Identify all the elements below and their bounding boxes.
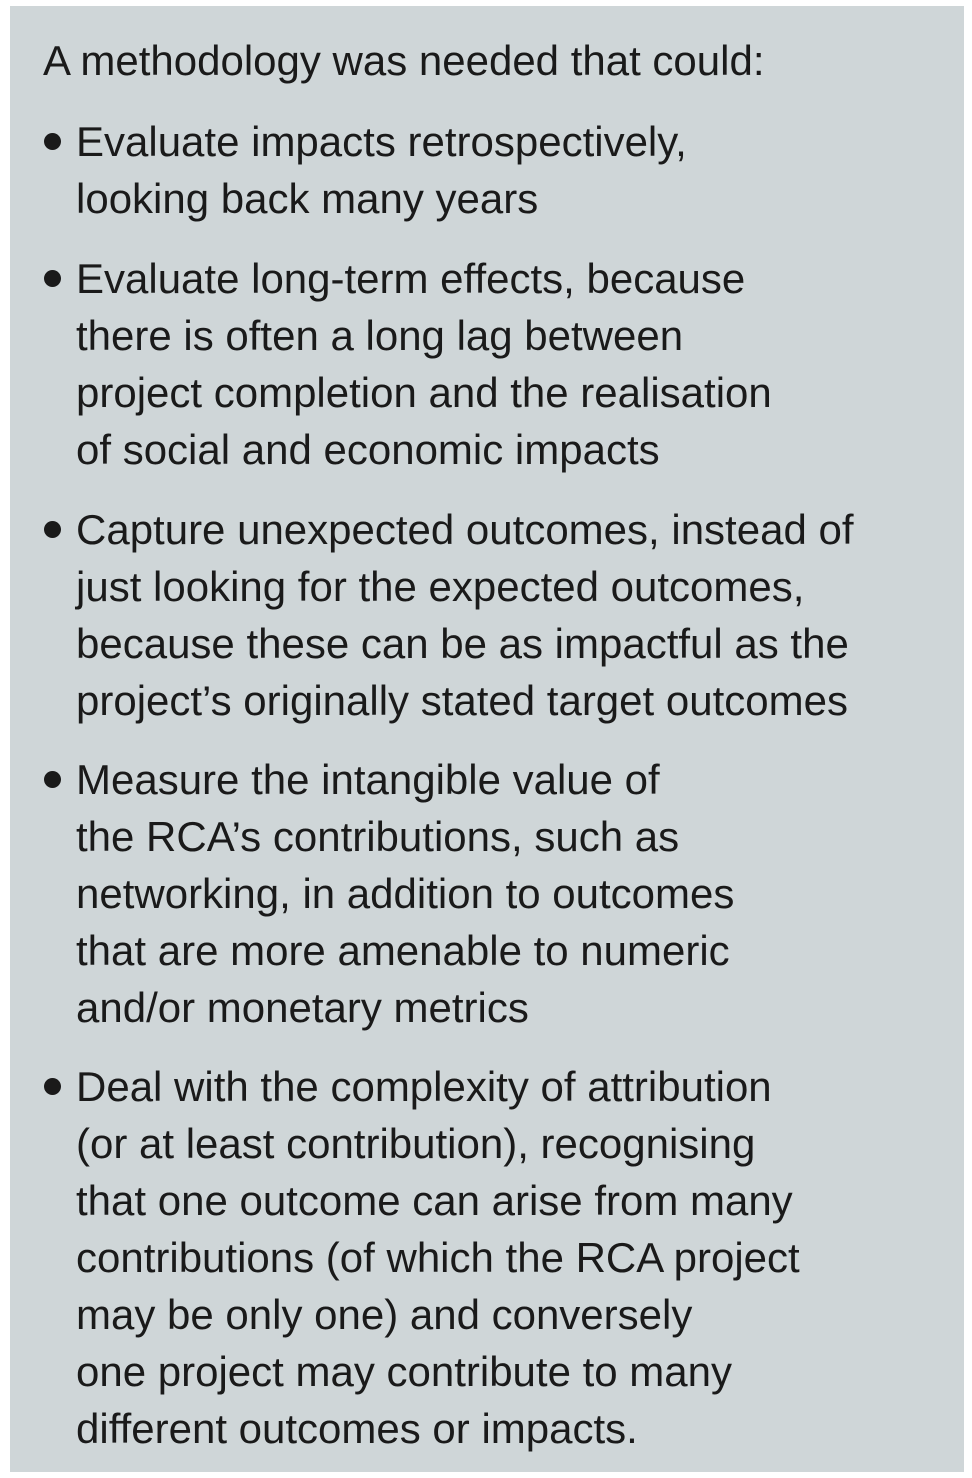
intro-heading: A methodology was needed that could:: [43, 37, 765, 84]
bullet-text: Capture unexpected outcomes, instead of just looking for the expected outcomes, because these can be as impactful as the project’s originally stated target outcomes: [76, 506, 854, 724]
bullet-dot-icon: [44, 270, 61, 287]
methodology-box: [10, 6, 964, 1472]
bullet-text: Deal with the complexity of attribution (or at least contribution), recognising that one outcome can arise from many contributions (of which the RCA project may be only one) and conversely one project may contribute to many different outcomes or impacts.: [76, 1063, 800, 1452]
bullet-dot-icon: [44, 1078, 61, 1095]
bullet-dot-icon: [44, 521, 61, 538]
bullet-text: Evaluate long-term effects, because there is often a long lag between project completion and the realisation of social and economic impacts: [76, 255, 772, 473]
bullet-text: Evaluate impacts retrospectively, looking back many years: [76, 118, 687, 222]
bullet-text: Measure the intangible value of the RCA’s contributions, such as networking, in addition to outcomes that are more amenable to numeric and/or monetary metrics: [76, 756, 735, 1031]
bullet-dot-icon: [44, 133, 61, 150]
bullet-dot-icon: [44, 771, 61, 788]
